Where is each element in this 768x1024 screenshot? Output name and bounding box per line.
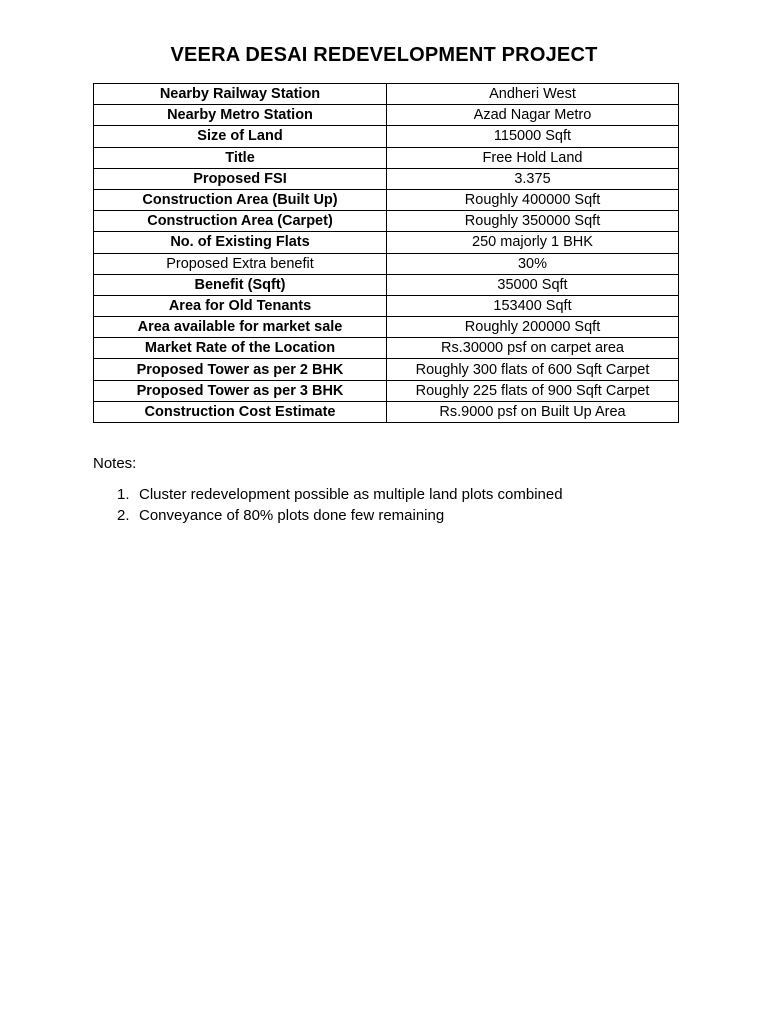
notes-heading: Notes:: [93, 455, 137, 472]
table-row: [94, 189, 679, 210]
list-item-number-wrap: [93, 506, 139, 527]
table-row: [94, 317, 679, 338]
table-row: [94, 380, 679, 401]
list-item-number-wrap: [93, 485, 139, 506]
row-value: Rs.9000 psf on Built Up Area: [387, 401, 679, 422]
row-value: Roughly 300 flats of 600 Sqft Carpet: [387, 359, 679, 380]
row-label: Proposed Extra benefit: [94, 253, 387, 274]
table-row: [94, 253, 679, 274]
list-item-number: 2.: [117, 507, 130, 524]
row-label: Construction Area (Carpet): [94, 211, 387, 232]
row-value: 115000 Sqft: [387, 126, 679, 147]
list-item-text: Cluster redevelopment possible as multiple land plots combined: [139, 486, 563, 503]
table-row: [94, 359, 679, 380]
row-label: Benefit (Sqft): [94, 274, 387, 295]
list-item-number: 1.: [117, 486, 130, 503]
row-label: No. of Existing Flats: [94, 232, 387, 253]
row-value: 30%: [387, 253, 679, 274]
row-value: Roughly 400000 Sqft: [387, 189, 679, 210]
row-label: Nearby Metro Station: [94, 105, 387, 126]
table-row: [94, 211, 679, 232]
table-row: [94, 338, 679, 359]
table-row: [94, 84, 679, 105]
table-body: [94, 84, 679, 423]
row-label: Size of Land: [94, 126, 387, 147]
table-row: [94, 168, 679, 189]
row-value: Roughly 350000 Sqft: [387, 211, 679, 232]
list-item: [93, 506, 563, 527]
list-item-text: Conveyance of 80% plots done few remaining: [139, 507, 445, 524]
row-label: Proposed FSI: [94, 168, 387, 189]
row-label: Market Rate of the Location: [94, 338, 387, 359]
table-row: [94, 105, 679, 126]
table-row: [94, 147, 679, 168]
row-label: Area available for market sale: [94, 317, 387, 338]
row-value: 3.375: [387, 168, 679, 189]
row-value: Roughly 225 flats of 900 Sqft Carpet: [387, 380, 679, 401]
row-value: Andheri West: [387, 84, 679, 105]
table-row: [94, 126, 679, 147]
table-row: [94, 274, 679, 295]
list-item: [93, 485, 563, 506]
row-value: Azad Nagar Metro: [387, 105, 679, 126]
row-value: 153400 Sqft: [387, 295, 679, 316]
row-label: Proposed Tower as per 2 BHK: [94, 359, 387, 380]
project-details-table: [93, 83, 679, 423]
row-value: 35000 Sqft: [387, 274, 679, 295]
row-value: Rs.30000 psf on carpet area: [387, 338, 679, 359]
row-value: 250 majorly 1 BHK: [387, 232, 679, 253]
table-row: [94, 401, 679, 422]
row-value: Roughly 200000 Sqft: [387, 317, 679, 338]
notes-list: [93, 485, 563, 527]
table-row: [94, 295, 679, 316]
row-label: Title: [94, 147, 387, 168]
row-label: Proposed Tower as per 3 BHK: [94, 380, 387, 401]
row-value: Free Hold Land: [387, 147, 679, 168]
row-label: Construction Cost Estimate: [94, 401, 387, 422]
row-label: Nearby Railway Station: [94, 84, 387, 105]
row-label: Construction Area (Built Up): [94, 189, 387, 210]
document-title: VEERA DESAI REDEVELOPMENT PROJECT: [170, 44, 598, 66]
table-row: [94, 232, 679, 253]
row-label: Area for Old Tenants: [94, 295, 387, 316]
